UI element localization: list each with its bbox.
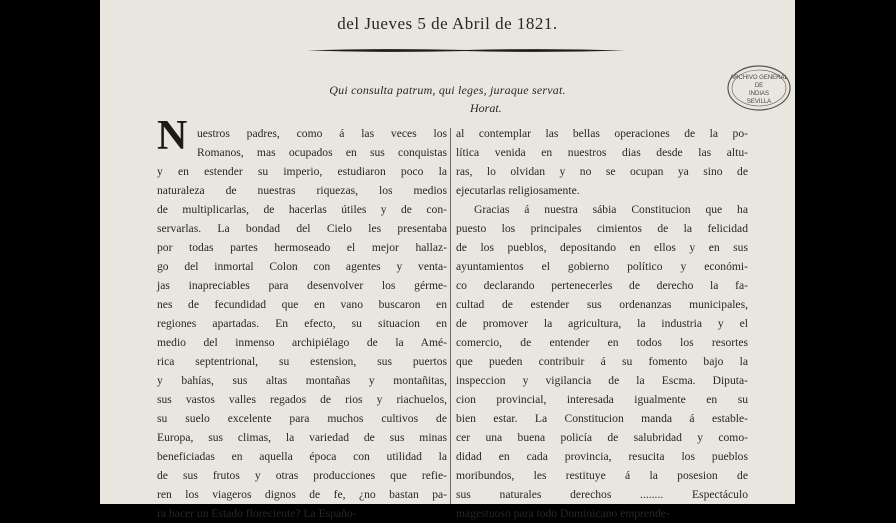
right-column [456,124,748,523]
text-line: de sus frutos y otras producciones que refie- [157,469,447,482]
text-line: y en estender su imperio, estudiaron poco la [157,165,447,178]
ornamental-rule [307,48,625,53]
stamp-line: ARCHIVO GENERAL [730,75,788,81]
left-column [157,124,447,523]
stamp-line: INDIAS [748,91,770,97]
column-divider [450,128,451,504]
text-line: su suelo excelente para muchos cultivos de [157,412,447,425]
epigraph-author: Horat. [470,101,502,115]
text-line: nes de fecundidad que en vano buscaron en [157,298,447,311]
text-line: magestuoso para todo Dominicano emprende- [456,507,670,520]
text-line: ejecutarlas religiosamente. [456,184,580,197]
text-line: Romanos, mas ocupados en sus conquistas [197,146,447,159]
archive-stamp [726,64,792,112]
text-line: y bahías, sus altas montañas y montañitas, [157,374,447,387]
text-line: rica septentrional, su estension, sus puertos [157,355,447,368]
text-line: sus naturales derechos ........ Espectáculo [456,488,748,501]
text-line: ren los viageros dignos de fe, ¿no bastan pa- [157,488,447,501]
issue-date: del Jueves 5 de Abril de 1821. [337,14,558,33]
epigraph-quote: Qui consulta patrum, qui leges, juraque servat. [329,83,566,97]
text-line: servarlas. La bondad del Cielo les presentaba [157,222,447,235]
newspaper-page [100,0,795,520]
text-line: go del inmortal Colon con agentes y venta- [157,260,447,273]
text-line: Europa, sus climas, la variedad de sus minas [157,431,447,444]
text-line: regiones apartadas. En efecto, su situacion en [157,317,447,330]
text-line: ra hacer un Estado floreciente? La Españo- [157,507,357,520]
text-line: jas inapreciables para desenvolver los gérme- [157,279,447,292]
text-line: lítica venida en nuestros dias desde las altu- [456,146,748,159]
text-line: uestros padres, como á las veces los [197,127,447,140]
text-line: al contemplar las bellas operaciones de la po- [456,127,748,140]
text-line: naturaleza de nuestras riquezas, los medios [157,184,447,197]
text-line: ayuntamientos el gobierno político y económi- [456,260,748,273]
text-line: co declarando pertenecerles de derecho la fa- [456,279,748,292]
text-line: puesto los principales cimientos de la felicidad [456,222,748,235]
text-line: didad en cada provincia, resucita los pueblos [456,450,748,463]
text-line: cer una buena policía de salubridad y como- [456,431,748,444]
text-line: por todas partes hermoseado el mejor hallaz- [157,241,447,254]
text-line: beneficiadas en aquella época con utilidad la [157,450,447,463]
text-line: bien estar. La Constitucion manda á estable- [456,412,748,425]
text-line: ras, lo olvidan y no se ocupan ya sino de [456,165,748,178]
text-line: que pueden contribuir á su fomento bajo la [456,355,748,368]
text-line: de los pueblos, depositando en ellos y en sus [456,241,748,254]
text-line: moribundos, les restituye á la posesion de [456,469,748,482]
text-line: sus vastos valles regados de rios y riachuelos, [157,393,447,406]
drop-cap: N [157,113,188,159]
text-line: Gracias á nuestra sábia Constitucion que ha [474,203,748,216]
text-line: cion provincial, interesada igualmente en su [456,393,748,406]
text-line: de multiplicarlas, de hacerlas útiles y de con- [157,203,447,216]
text-line: medio del inmenso archipiélago de la Amé- [157,336,447,349]
stamp-line: DE [754,83,764,89]
text-line: inspeccion y vigilancia de la Escma. Diputa- [456,374,748,387]
stamp-line: SEVILLA [746,99,772,105]
text-line: cultad de estender sus ordenanzas municipales, [456,298,748,311]
text-line: comercio, de entender en todos los resortes [456,336,748,349]
text-line: de promover la agricultura, la industria y el [456,317,748,330]
